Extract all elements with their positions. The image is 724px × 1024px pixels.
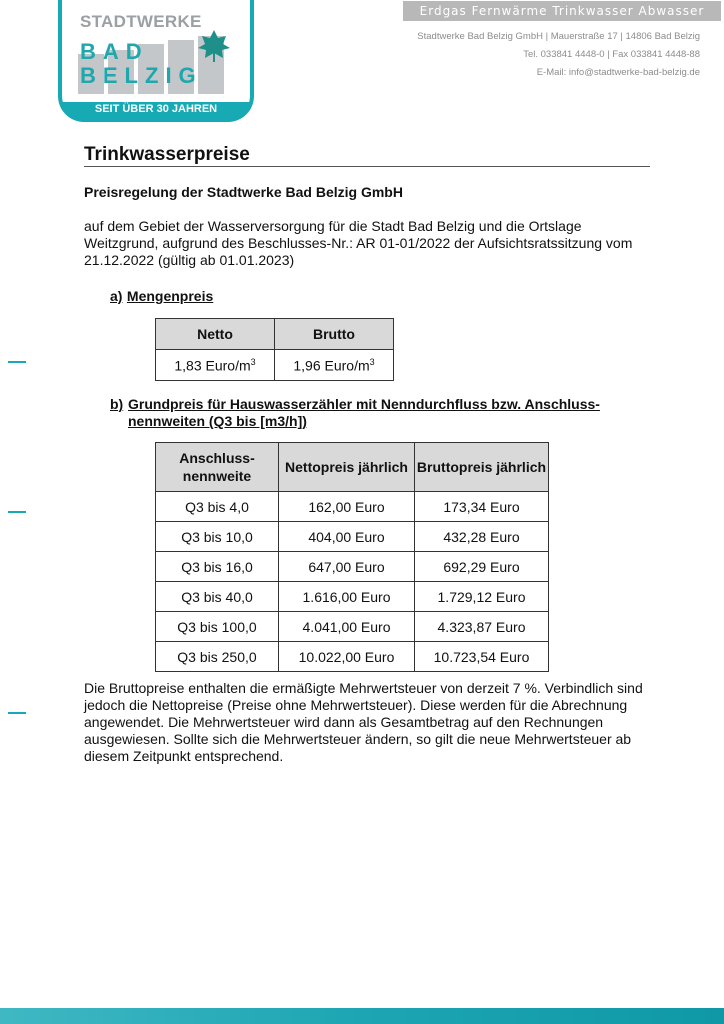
table-row (156, 522, 549, 552)
cell: 647,00 Euro (279, 552, 415, 582)
section-b-heading (110, 396, 640, 430)
company-logo (58, 0, 254, 122)
cell-brutto: 1,96 Euro/$m^3$ (275, 350, 394, 381)
cell: 1.616,00 Euro (279, 582, 415, 612)
table-row (156, 492, 549, 522)
section-a-heading (110, 288, 213, 306)
logo-line-belzig: BELZIG (80, 63, 203, 88)
cell: 10.022,00 Euro (279, 642, 415, 672)
cell: 4.323,87 Euro (415, 612, 549, 642)
cell: 432,28 Euro (415, 522, 549, 552)
cell: 173,34 Euro (415, 492, 549, 522)
fold-marker (8, 712, 26, 714)
section-b-label: b) (110, 396, 124, 412)
cell: 404,00 Euro (279, 522, 415, 552)
subheading: Preisregelung der Stadtwerke Bad Belzig GmbH (84, 184, 403, 200)
cell: 1.729,12 Euro (415, 582, 549, 612)
logo-line-bad: BAD (80, 39, 149, 64)
cell: Q3 bis 10,0 (156, 522, 279, 552)
table-row (156, 612, 549, 642)
contact-address: Stadtwerke Bad Belzig GmbH | Mauerstraße 17 | 14806 Bad Belzig (417, 31, 700, 42)
footer-bar (0, 1008, 724, 1024)
punch-marker (8, 511, 26, 513)
leaf-icon (196, 28, 232, 62)
title-divider (84, 166, 650, 167)
logo-title: STADTWERKE (80, 12, 202, 31)
table-row (156, 552, 549, 582)
cell: 4.041,00 Euro (279, 612, 415, 642)
fold-marker (8, 361, 26, 363)
logo-wordmark (80, 40, 203, 88)
cell: Q3 bis 40,0 (156, 582, 279, 612)
vat-note: Die Bruttopreise enthalten die ermäßigte Mehrwertsteuer von derzeit 7 %. Verbindlich sind jedoch die Nettopreise (Preise ohne Mehrwertsteuer). Diese werden für die Abrechnung angewendet. Die Mehrwertsteuer wird dann als Gesamtbetrag auf den Rechnungen ausgewiesen. Sollte sich die Mehrwertsteuer ändern, so gilt die neue Mehrwertsteuer ab diesem Zeitpunkt entsprechend. (84, 680, 643, 764)
header-connection-size: Anschluss-nennweite (156, 443, 279, 492)
section-a-label: a) (110, 288, 123, 304)
table-row (156, 350, 394, 381)
table-row (156, 642, 549, 672)
services-text: Erdgas Fernwärme Trinkwasser Abwasser (419, 4, 705, 18)
cell: Q3 bis 16,0 (156, 552, 279, 582)
contact-phone: Tel. 033841 4448-0 | Fax 033841 4448-88 (523, 49, 700, 60)
page-title: Trinkwasserpreise (84, 144, 250, 165)
price-table-base (155, 442, 549, 672)
cell: 692,29 Euro (415, 552, 549, 582)
services-bar (403, 1, 721, 21)
cell: Q3 bis 100,0 (156, 612, 279, 642)
logo-tagline: SEIT ÜBER 30 JAHREN (62, 102, 250, 118)
cell: 162,00 Euro (279, 492, 415, 522)
cell: 10.723,54 Euro (415, 642, 549, 672)
table-row (156, 582, 549, 612)
header-netto: Netto (156, 319, 275, 350)
header-brutto: Brutto (275, 319, 394, 350)
contact-email: E-Mail: info@stadtwerke-bad-belzig.de (536, 67, 700, 78)
cell-netto: 1,83 Euro/$m^3$ (156, 350, 275, 381)
cell: Q3 bis 250,0 (156, 642, 279, 672)
section-b-title: Grundpreis für Hauswasserzähler mit Nenndurchfluss bzw. Anschluss-nennweiten (Q3 bis [m3/h]) (128, 396, 600, 429)
intro-paragraph: auf dem Gebiet der Wasserversorgung für die Stadt Bad Belzig und die Ortslage Weitzgrund, aufgrund des Beschlusses-Nr.: AR 01-01/2022 der Aufsichtsratssitzung vom 21.12.2022 (gültig ab 01.01.2023) (84, 218, 633, 268)
header-gross-annual: Bruttopreis jährlich (415, 443, 549, 492)
section-a-title: Mengenpreis (126, 288, 214, 304)
price-table-volume (155, 318, 394, 381)
header-net-annual: Nettopreis jährlich (279, 443, 415, 492)
cell: Q3 bis 4,0 (156, 492, 279, 522)
